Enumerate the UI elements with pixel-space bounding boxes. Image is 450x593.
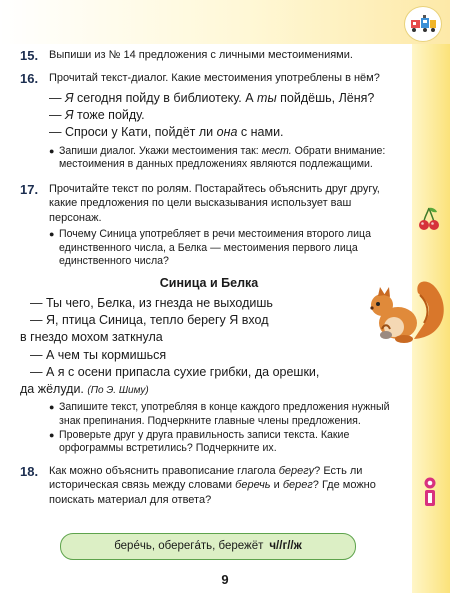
task-number: 16. <box>20 70 39 86</box>
task-text-part: ? Есть ли историческая связь между словами <box>49 465 363 492</box>
task-18 <box>20 464 398 507</box>
bullet-text: Запиши диалог. Укажи местоимения так: <box>59 144 262 157</box>
cherry-icon <box>418 206 440 237</box>
task-15 <box>20 48 398 65</box>
task-text: Прочитай текст-диалог. Какие местоимения употреблены в нём? <box>49 71 380 84</box>
word-box-pattern: ч//г//ж <box>269 540 302 552</box>
dialog-text: пойдёшь, Лёня? <box>276 90 375 105</box>
word-italic: берегу <box>278 465 315 478</box>
task-text-part: ? Где можно поискать материал для ответа? <box>49 479 376 506</box>
train-icon <box>404 6 442 42</box>
page-number: 9 <box>221 572 229 587</box>
top-band <box>0 0 450 44</box>
bullet-item <box>49 401 398 428</box>
story-line-end: да жёлуди. <box>20 382 84 397</box>
task-text-part: и <box>270 479 283 492</box>
dash: — <box>49 124 65 139</box>
pronoun: Я <box>64 90 74 105</box>
bullet-icon: ● <box>49 429 55 440</box>
dialog-text: сегодня пойду в библиотеку. А <box>73 90 258 105</box>
task-text-part: Как можно объяснить правописание глагола <box>49 465 279 478</box>
main-content <box>20 48 398 511</box>
bullet-text: Проверьте друг у друга правильность записи текста. Какие орфограммы встретились? Подчеркните их. <box>59 428 350 455</box>
story-text <box>20 295 398 399</box>
bullet-text: Запишите текст, употребляя в конце каждого предложения нужный знак препинания. Подчеркните главные члены предложения. <box>59 401 390 428</box>
pronoun: ты <box>257 90 277 105</box>
word-italic: беречь <box>235 479 271 492</box>
bullet-icon: ● <box>49 228 55 239</box>
bullet-item <box>49 145 398 172</box>
story-line: — Я, птица Синица, тепло берегу Я вход <box>30 313 269 328</box>
story-line: в гнездо мохом заткнула <box>20 330 163 345</box>
task-text: Выпиши из № 14 предложения с личными местоимениями. <box>49 49 353 61</box>
example-mark: мест. <box>261 144 292 157</box>
word-box-words: берéчь, оберегáть, бережёт <box>114 540 264 552</box>
story-line: — Ты чего, Белка, из гнезда не выходишь <box>30 295 273 310</box>
story-title: Синица и Белка <box>159 275 259 290</box>
bullet-item <box>49 228 398 269</box>
task-number: 15. <box>20 48 39 63</box>
pronoun: Я <box>64 107 74 122</box>
dialog-line <box>49 90 398 107</box>
info-icon <box>417 476 443 513</box>
task-number: 18. <box>20 464 39 480</box>
dialog-line <box>49 107 398 124</box>
task-text: Прочитайте текст по ролям. Постарайтесь объяснить друг другу, какие предложения по цели высказывания использует ваш персонаж. <box>49 183 380 224</box>
task-17 <box>20 182 398 225</box>
bullet-icon: ● <box>49 145 55 156</box>
story-line <box>20 381 398 398</box>
story-line: — А я с осени припасла сухие грибки, да орешки, <box>30 364 320 379</box>
bullet-text: Почему Синица употребляет в речи местоимения второго лица единственного числа, а Белка — местоимения первого лица единственного числа? <box>59 227 371 268</box>
dialog-text: с нами. <box>237 124 284 139</box>
bullet-icon: ● <box>49 402 55 413</box>
bullet-text: Обрати внимание: местоимения в данных предложениях являются подлежащими. <box>59 144 386 171</box>
squirrel-illustration <box>364 269 450 352</box>
dash: — <box>49 107 65 122</box>
story-line: — А чем ты кормишься <box>30 347 167 362</box>
dialog-line <box>49 124 398 141</box>
task-16 <box>20 71 398 88</box>
task-number: 17. <box>20 182 39 198</box>
dash: — <box>49 90 65 105</box>
word-italic: берег <box>282 479 313 492</box>
task-text <box>49 464 398 507</box>
bullet-item <box>49 429 398 456</box>
dialog-text: Спроси у Кати, пойдёт ли <box>64 124 217 139</box>
word-box <box>60 533 356 560</box>
story-source: (По Э. Шиму) <box>87 385 149 397</box>
dialog-text: тоже пойду. <box>73 107 145 122</box>
pronoun: она <box>216 124 238 139</box>
